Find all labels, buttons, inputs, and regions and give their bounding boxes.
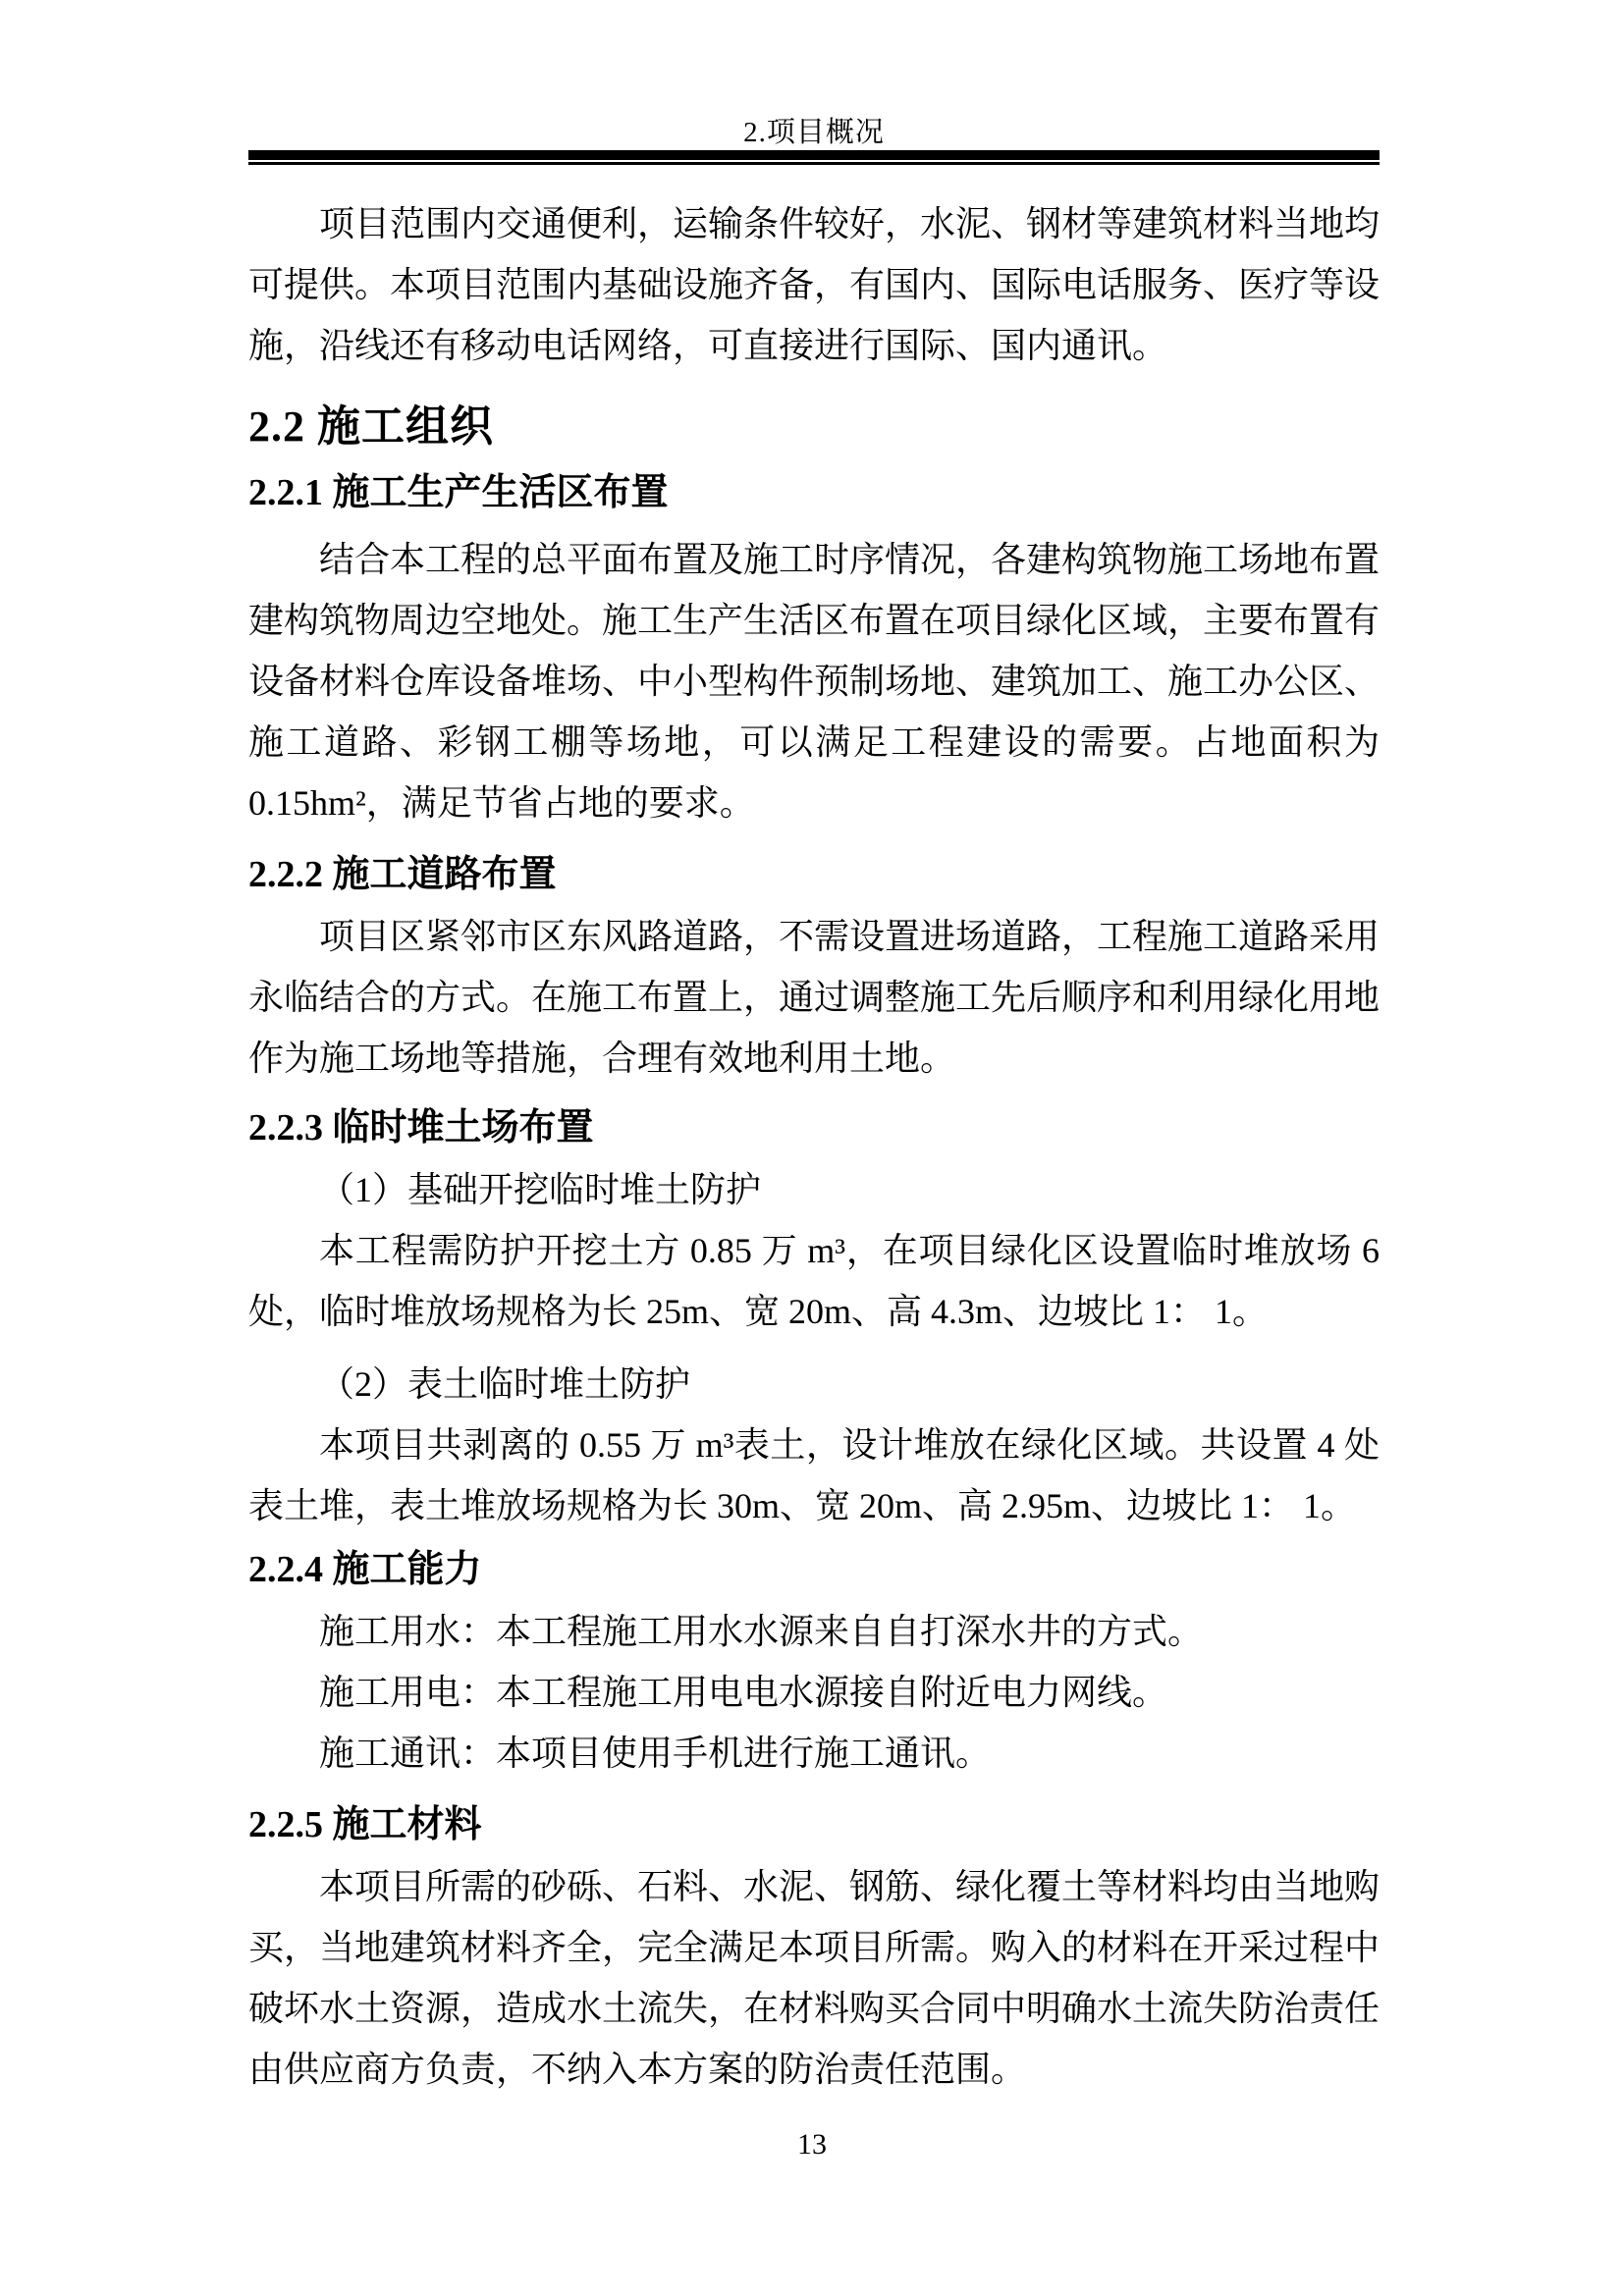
section-2-2-1-paragraph: 结合本工程的总平面布置及施工时序情况，各建构筑物施工场地布置建构筑物周边空地处。施工生产生活区布置在项目绿化区域，主要布置有设备材料仓库设备堆场、中小型构件预制场地、建筑加工、施工办公区、施工道路、彩钢工棚等场地，可以满足工程建设的需要。占地面积为 0.15hm²，满足节省占地的要求。 xyxy=(248,540,1380,823)
topsoil-item-heading: （2）表土临时堆土防护 xyxy=(319,1364,691,1404)
topsoil-item-paragraph: 本项目共剥离的 0.55 万 m³表土，设计堆放在绿化区域。共设置 4 处表土堆，表土堆放场规格为长 30m、宽 20m、高 2.95m、边坡比 1： 1。 xyxy=(248,1425,1380,1525)
construction-power-line: 施工用电：本工程施工用电电水源接自附近电力网线。 xyxy=(319,1673,1168,1712)
header-rule-thick xyxy=(248,150,1380,160)
excavation-soil-item-heading: （1）基础开挖临时堆土防护 xyxy=(319,1170,762,1209)
section-2-2-5-paragraph: 本项目所需的砂砾、石料、水泥、钢筋、绿化覆土等材料均由当地购买，当地建筑材料齐全，完全满足本项目所需。购入的材料在开采过程中破坏水土资源，造成水土流失，在材料购买合同中明确水土流失防治责任由供应商方负责，不纳入本方案的防治责任范围。 xyxy=(248,1867,1380,2089)
section-2-2-2-paragraph: 项目区紧邻市区东风路道路，不需设置进场道路，工程施工道路采用永临结合的方式。在施工布置上，通过调整施工先后顺序和利用绿化用地作为施工场地等措施，合理有效地利用土地。 xyxy=(248,917,1380,1078)
section-2-2-1-title: 2.2.1 施工生产生活区布置 xyxy=(248,472,669,513)
intro-paragraph: 项目范围内交通便利，运输条件较好，水泥、钢材等建筑材料当地均可提供。本项目范围内基础设施齐备，有国内、国际电话服务、医疗等设施，沿线还有移动电话网络，可直接进行国际、国内通讯。 xyxy=(248,204,1380,365)
construction-water-line: 施工用水：本工程施工用水水源来自自打深水井的方式。 xyxy=(319,1612,1204,1651)
page-header xyxy=(248,0,1380,165)
section-2-2-3-title: 2.2.3 临时堆土场布置 xyxy=(248,1107,594,1148)
header-rule xyxy=(248,150,1380,165)
section-2-2-2-title: 2.2.2 施工道路布置 xyxy=(248,854,557,895)
page-footer xyxy=(0,2128,1624,2162)
chapter-header-title: 2.项目概况 xyxy=(743,117,885,148)
document-body xyxy=(248,193,1380,2100)
section-2-2-title: 2.2 施工组织 xyxy=(248,402,494,451)
section-2-2-5-title: 2.2.5 施工材料 xyxy=(248,1804,482,1845)
excavation-soil-item-paragraph: 本工程需防护开挖土方 0.85 万 m³，在项目绿化区设置临时堆放场 6 处，临时堆放场规格为长 25m、宽 20m、高 4.3m、边坡比 1： 1。 xyxy=(248,1231,1380,1331)
page-number: 13 xyxy=(797,2128,827,2161)
section-2-2-4-title: 2.2.4 施工能力 xyxy=(248,1549,482,1590)
header-rule-thin xyxy=(248,162,1380,165)
construction-comm-line: 施工通讯：本项目使用手机进行施工通讯。 xyxy=(319,1734,992,1773)
